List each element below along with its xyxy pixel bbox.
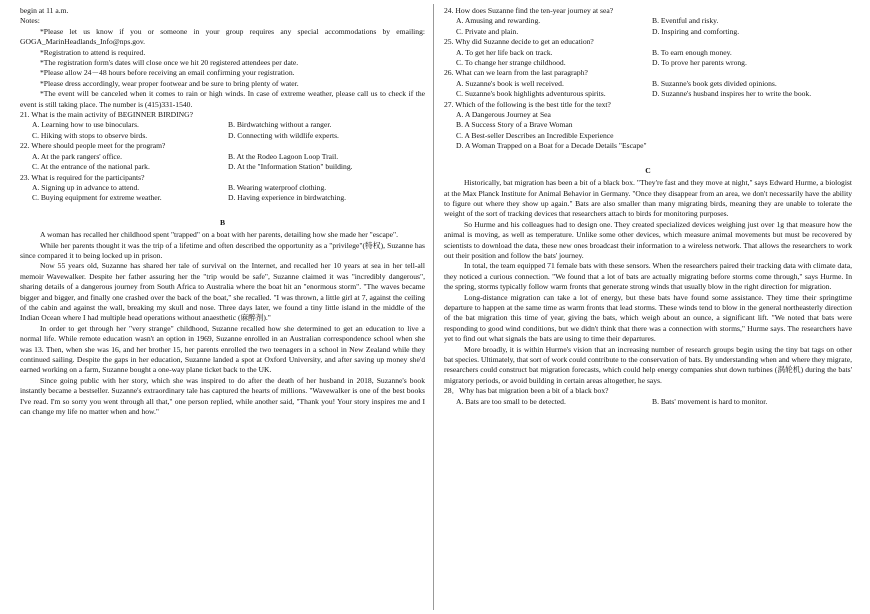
passage-paragraph: Since going public with her story, which she was inspired to do after the death of her husband in 2018, Suzanne's book instantly became a bestseller. Suzanne's extraordinary tale has captured the hearts of millions. "Wavewalker is one of the best books I've read. I'm so sorry you went through all that," one person replied, while another said, "Thank you! Your story inspires me and I can change my life no matter when and how." <box>20 375 425 417</box>
passage-paragraph: Long-distance migration can take a lot of energy, but these bats have found some assistance. They time their springtime departure to happen at the same time as warm fronts that lead storms. These winds tend to blow in the general northeasterly direction of the bat migration this time of year, giving the bats, which weigh about an ounce, a significant lift. "We noted that bats were responding to good wind conditions, but we didn't think that there was a connection with storms," Hurme says. The researchers have yet to find out what signals the bats are using to time their departures. <box>444 292 852 344</box>
note-item: *Registration to attend is required. <box>40 47 146 57</box>
right-column <box>444 6 852 407</box>
option-a: A. To get her life back on track. <box>456 47 553 57</box>
question-21 <box>20 110 425 141</box>
option-c: C. At the entrance of the national park. <box>32 162 150 172</box>
option-d: D. To prove her parents wrong. <box>652 58 747 68</box>
option-d: D. At the "Information Station" building. <box>228 162 353 172</box>
question-stem: 22. Where should people meet for the program? <box>20 141 166 151</box>
question-stem: 21. What is the main activity of BEGINNER BIRDING? <box>20 110 194 120</box>
option-b: B. Eventful and risky. <box>652 16 719 26</box>
option-b: B. Bats' movement is hard to monitor. <box>652 396 768 406</box>
option-a: A. A Dangerous Journey at Sea <box>456 110 551 120</box>
intro-text: begin at 11 a.m. <box>20 6 69 15</box>
passage-paragraph: So Hurme and his colleagues had to design one. They created specialized devices weighing just over 1g that measure how the animal is moving, as well as temperature. Unlike some other devices, which measure animal movements but must be recovered by scientists to download the data, these new ones broadcast their information to a wireless network. That allows the researchers to work out their position and follow the bats' journey. <box>444 219 852 260</box>
question-stem: 23. What is required for the participants? <box>20 172 145 182</box>
option-b: B. Wearing waterproof clothing. <box>228 182 327 192</box>
note-item: *The event will be canceled when it comes to rain or high winds. In case of extreme weather, please call us to check if the event is still taking place. The number is (415)331-1540. <box>20 89 425 109</box>
question-stem: 28．Why has bat migration been a bit of a black box? <box>444 386 609 396</box>
question-stem: 24. How does Suzanne find the ten-year journey at sea? <box>444 6 614 15</box>
question-22 <box>20 141 425 172</box>
passage-paragraph: Now 55 years old, Suzanne has shared her tale of survival on the Internet, and recalled her 10 years at sea in her tell-all memoir Wavewalker. Despite her father assuring her the "trip would be safe", Suzanne claimed it was "incredibly dangerous", sharing details of a dangerous journey from South Africa to Australia where the boat hit an "enormous storm". "The waves became bigger and bigger, and finally one crashed over the back of the boat," she recalled. "I was thrown, a little girl at 7, against the ceiling of the cabin and against the wall, breaking my skull and nose. Three days later, we found a tiny little island in the middle of the Indian Ocean where I had multiple head operations without anaesthetic (麻醉剂)." <box>20 261 425 323</box>
option-b: B. A Success Story of a Brave Woman <box>456 120 573 130</box>
section-b-heading: B <box>219 217 226 227</box>
option-b: B. At the Rodeo Lagoon Loop Trail. <box>228 151 339 161</box>
question-28 <box>444 386 852 407</box>
passage-paragraph: Historically, bat migration has been a bit of a black box. "They're fast and they move at night," says Edward Hurme, a biologist at the Max Planck Institute for Animal Behavior in Germany. "Once they disappear from an area, we don't necessarily have the ability to figure out where they show up again." Bats are also smaller than many migrating birds, meaning they are unable to tolerate the weight of the sort of tracking devices that researchers attach to birds for monitoring purposes. <box>444 178 852 219</box>
question-23 <box>20 173 425 204</box>
option-b: B. To earn enough money. <box>652 47 732 57</box>
option-a: A. At the park rangers' office. <box>32 151 123 161</box>
section-c-heading: C <box>645 165 651 175</box>
question-27 <box>444 100 852 152</box>
notes-label: Notes: <box>20 16 40 26</box>
question-stem: 25. Why did Suzanne decide to get an education? <box>444 37 594 47</box>
question-stem: 26. What can we learn from the last paragraph? <box>444 68 588 78</box>
option-c: C. A Best-seller Describes an Incredible Experience <box>456 130 614 140</box>
column-divider <box>433 4 434 610</box>
passage-paragraph: A woman has recalled her childhood spent "trapped" on a boat with her parents, detailing how she made her "escape". <box>40 230 399 240</box>
question-26 <box>444 68 852 99</box>
option-d: D. A Woman Trapped on a Boat for a Decade Details "Escape" <box>456 141 647 151</box>
option-b: B. Suzanne's book gets divided opinions. <box>652 78 777 88</box>
option-c: C. Private and plain. <box>456 26 519 36</box>
option-a: A. Suzanne's book is well received. <box>456 78 564 88</box>
option-c: C. To change her strange childhood. <box>456 58 566 68</box>
left-column <box>20 6 425 417</box>
option-c: C. Hiking with stops to observe birds. <box>32 130 148 140</box>
passage-paragraph: More broadly, it is within Hurme's vision that an increasing number of research groups begin using the tiny bat tags on other bat species. Ultimately, that sort of work could contribute to the conservation of bats. By understanding when and where they migrate, researchers could construct bat migration forecasts, which could help energy companies shut down turbines (涡轮机) during the bats' migratory periods, or avoid building in certain areas altogether, he says. <box>444 344 852 385</box>
option-a: A. Amusing and rewarding. <box>456 16 541 26</box>
note-item: *Please let us know if you or someone in your group requires any special accommodations by emailing: GOGA_MarinHeadlands_Info@nps.gov. <box>20 26 425 47</box>
passage-paragraph: While her parents thought it was the trip of a lifetime and often described the opportunity as a "privilege"(特权), Suzanne has since compared it to being locked up in prison. <box>20 240 425 260</box>
note-item: *Please dress accordingly, wear proper footwear and be sure to bring plenty of water. <box>40 78 299 88</box>
note-item: *The registration form's dates will close once we hit 20 registered attendees per date. <box>40 58 299 68</box>
option-c: C. Buying equipment for extreme weather. <box>32 193 162 203</box>
option-d: D. Inspiring and comforting. <box>652 26 740 36</box>
question-stem: 27. Which of the following is the best title for the text? <box>444 99 611 109</box>
passage-paragraph: In total, the team equipped 71 female bats with these sensors. When the researchers paired their tracking data with climate data, they noticed a curious connection. "We found that a lot of bats are actually migrating before storms come through," says Hurme. In the spring, storms typically follow warm fronts that generate strong winds that usually blow in the right direction for migration. <box>444 261 852 292</box>
note-item: *Please allow 24－48 hours before receiving an email confirming your registration. <box>40 68 295 78</box>
option-a: A. Bats are too small to be detected. <box>456 396 566 406</box>
option-d: D. Having experience in birdwatching. <box>228 193 347 203</box>
option-d: D. Connecting with wildlife experts. <box>228 130 339 140</box>
question-25 <box>444 37 852 68</box>
option-d: D. Suzanne's husband inspires her to write the book. <box>652 89 812 99</box>
passage-paragraph: In order to get through her "very strange" childhood, Suzanne recalled how she determined to get an education to live a normal life. While remote education wasn't an option in 1969, Suzanne enrolled in an Australian correspondence school when she was 13. Then, when she was 16, and her brother 15, her parents enrolled the two teenagers in a school in New Zealand while they continued sailing. Despite the gaps in her education, Suzanne landed a spot at Oxford University, and after saving up money she'd earned working on a farm, Suzanne bought a one-way plane ticket back to the UK. <box>20 323 425 375</box>
question-24 <box>444 6 852 37</box>
option-a: A. Signing up in advance to attend. <box>32 182 140 192</box>
option-a: A. Learning how to use binoculars. <box>32 120 139 130</box>
option-b: B. Birdwatching without a ranger. <box>228 120 332 130</box>
option-c: C. Suzanne's book highlights adventurous spirits. <box>456 89 606 99</box>
